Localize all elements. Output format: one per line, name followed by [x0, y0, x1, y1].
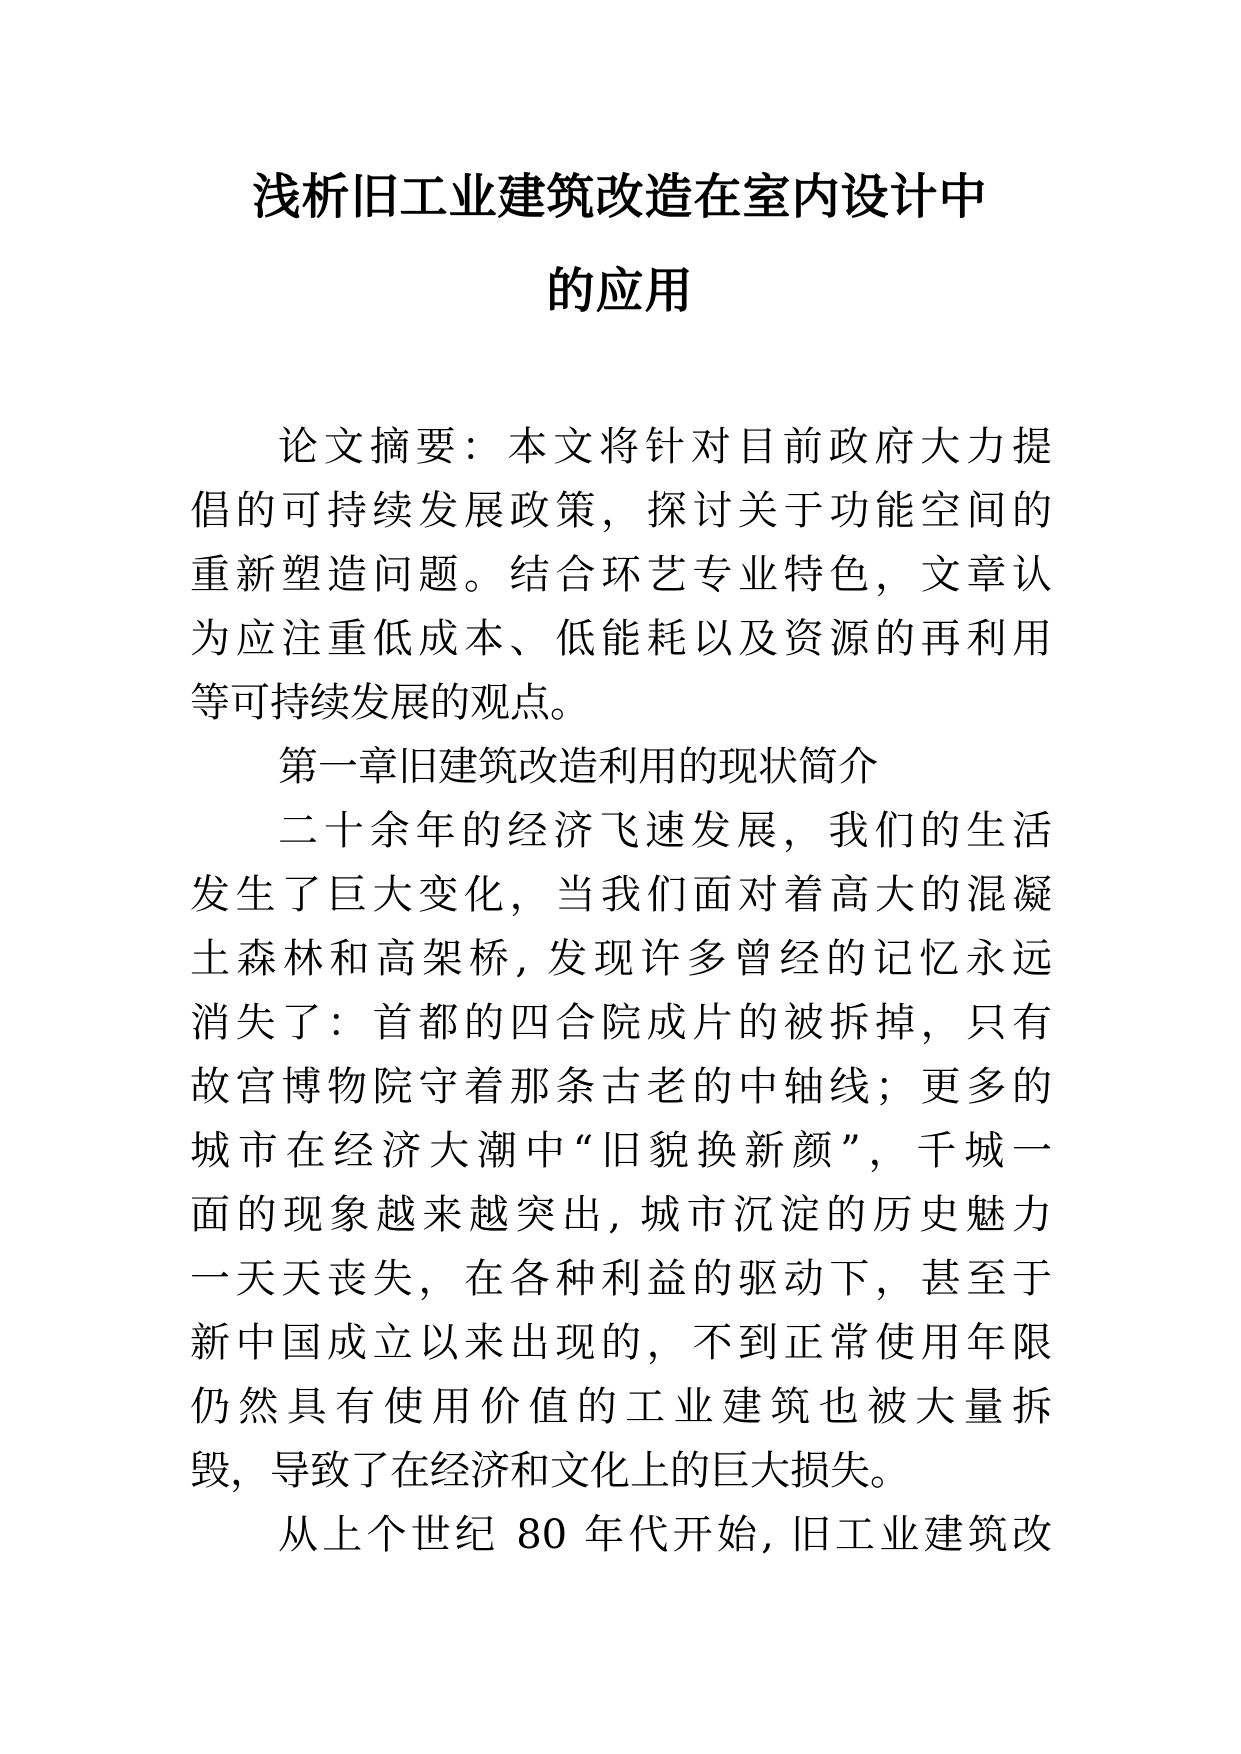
body-text-line: 土森林和高架桥, 发现许多曾经的记忆永远: [190, 936, 1052, 982]
body-text-line: 新中国成立以来出现的，不到正常使用年限: [190, 1320, 1052, 1366]
body-text-line: 发生了巨大变化，当我们面对着高大的混凝: [190, 872, 1052, 918]
body-text-line: 一天天丧失，在各种利益的驱动下，甚至于: [190, 1256, 1052, 1302]
body-text-line: 为应注重低成本、低能耗以及资源的再利用: [190, 616, 1052, 662]
body-text-line: 倡的可持续发展政策，探讨关于功能空间的: [190, 488, 1052, 534]
body-text-line: 城市在经济大潮中“旧貌换新颜”，千城一: [190, 1128, 1052, 1174]
body-text-line: 从上个世纪 80 年代开始, 旧工业建筑改: [278, 1512, 1052, 1558]
body-text-line: 等可持续发展的观点。: [190, 680, 590, 726]
body-text-line: 仍然具有使用价值的工业建筑也被大量拆: [190, 1384, 1052, 1430]
body-text-line: 面的现象越来越突出, 城市沉淀的历史魅力: [190, 1192, 1052, 1238]
body-text-line: 二十余年的经济飞速发展，我们的生活: [278, 808, 1052, 854]
body-text-line: 消失了：首都的四合院成片的被拆掉，只有: [190, 1000, 1052, 1046]
body-text-line: 毁，导致了在经济和文化上的巨大损失。: [190, 1448, 910, 1494]
body-text-line: 论文摘要：本文将针对目前政府大力提: [278, 424, 1052, 470]
title-line-1: 浅析旧工业建筑改造在室内设计中: [252, 169, 988, 225]
document-body: [190, 415, 1052, 1567]
title-line-2: 的应用: [546, 263, 694, 319]
body-text-line: 重新塑造问题。结合环艺专业特色，文章认: [190, 552, 1052, 598]
document-title: [170, 150, 1070, 338]
body-text-line: 第一章旧建筑改造利用的现状简介: [278, 744, 878, 790]
body-text-line: 故宫博物院守着那条古老的中轴线；更多的: [190, 1064, 1052, 1110]
